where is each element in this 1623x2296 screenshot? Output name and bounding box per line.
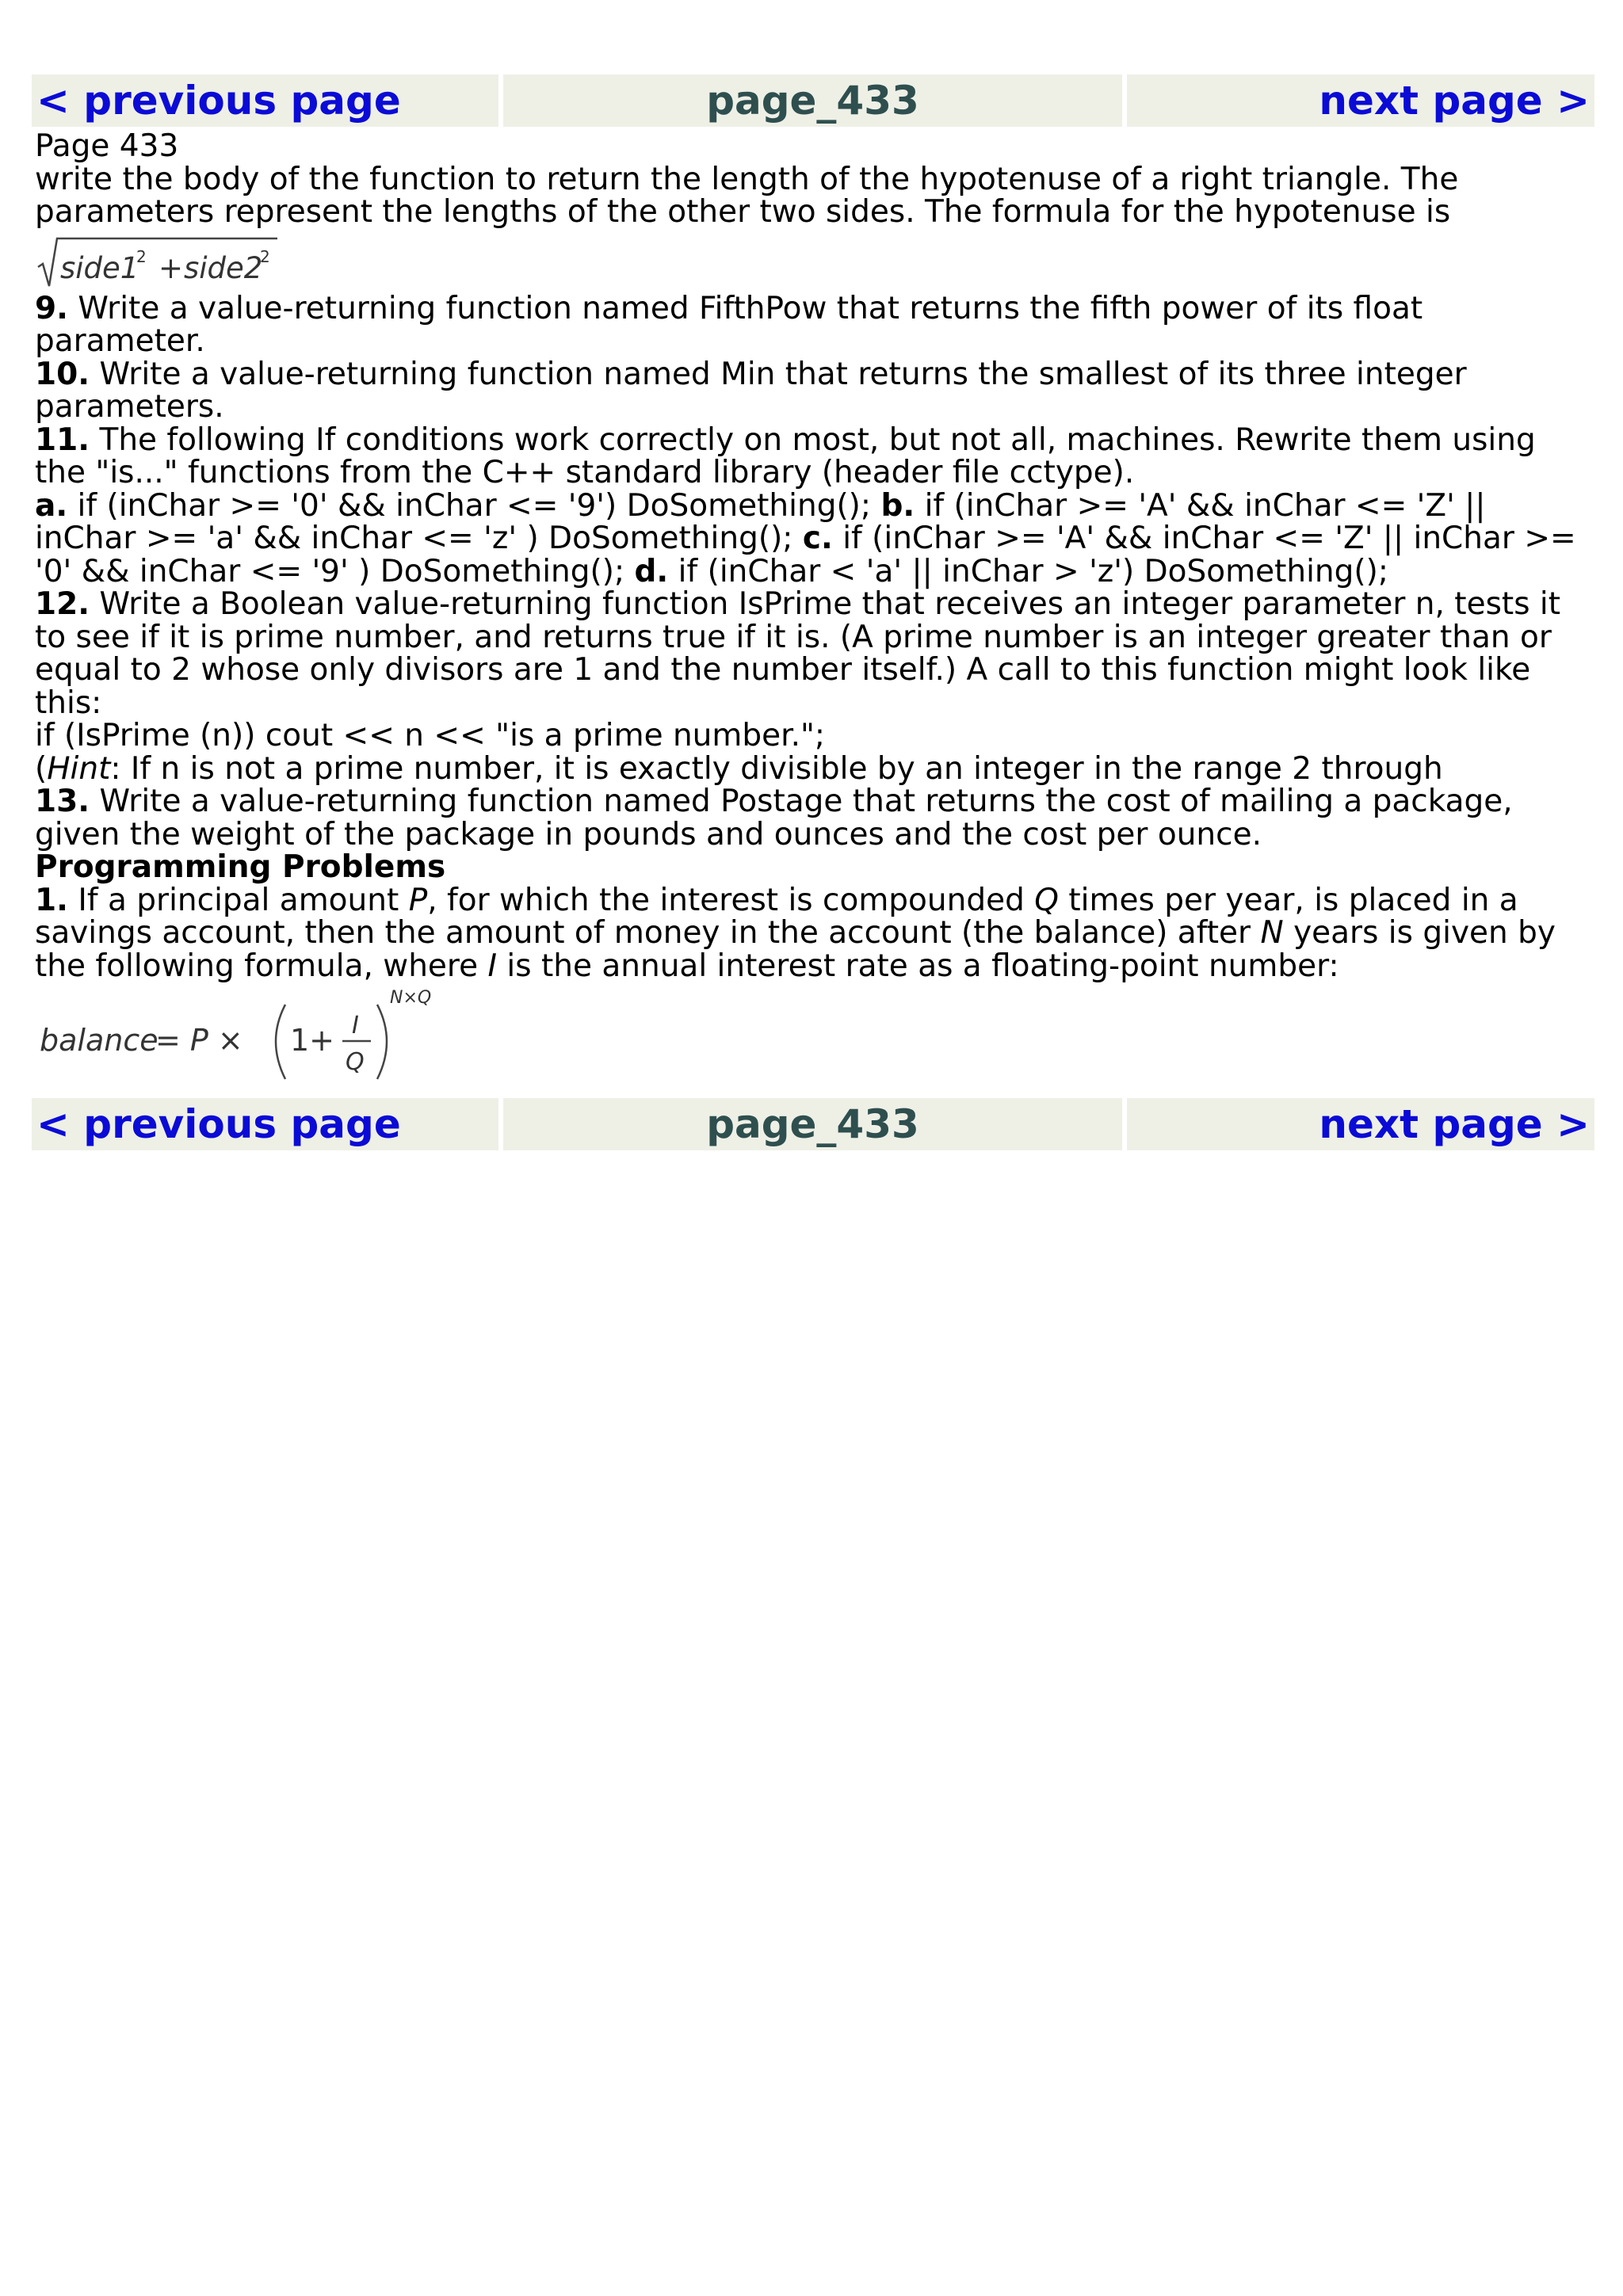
- page-number: Page 433: [35, 128, 179, 164]
- exercise-11b-label: b.: [880, 487, 915, 524]
- exercise-12-code: if (IsPrime (n)) cout << n << "is a prime number.";: [35, 718, 826, 753]
- exercise-10: [35, 358, 1591, 424]
- hint-text: : If n is not a prime number, it is exactly divisible by an integer in the range 2 through: [110, 750, 1443, 787]
- problem-1-text-a: If a principal amount: [78, 882, 399, 918]
- hint-open-paren: (: [35, 750, 48, 787]
- previous-page-link-bottom[interactable]: < previous page: [32, 1098, 498, 1150]
- exercise-12-number: 12.: [35, 586, 90, 622]
- formula-balance-label: balance: [40, 1023, 158, 1058]
- exercise-11: [35, 421, 1591, 490]
- problem-1-text-c: times per year, is placed in a savings account, then the amount of money in the account (the balance) after: [35, 882, 1518, 951]
- exercise-9: [35, 292, 1591, 358]
- exercise-12: [35, 588, 1591, 719]
- exercise-11d-code: if (inChar < 'a' || inChar > 'z') DoSomething();: [678, 553, 1388, 589]
- formula-one-plus: 1+: [290, 1023, 335, 1058]
- formula-exponent-1: 2: [136, 246, 147, 266]
- intro-paragraph: write the body of the function to return the length of the hypotenuse of a right triangle. The parameters represent the lengths of the other two sides. The formula for the hypotenuse is: [35, 161, 1459, 230]
- exercise-12-hint: [35, 750, 1591, 787]
- problem-1-number: 1.: [35, 882, 68, 918]
- problem-1-text-b: , for which the interest is compounded: [427, 882, 1025, 918]
- formula-term-side1: side1: [60, 250, 139, 285]
- next-page-link[interactable]: next page >: [1127, 74, 1594, 127]
- formula-numerator-i: I: [352, 1012, 359, 1039]
- top-navbar: [32, 74, 1594, 127]
- formula-denominator-q: Q: [346, 1048, 365, 1076]
- exercise-11a-code: if (inChar >= '0' && inChar <= '9') DoSomething();: [77, 487, 872, 524]
- hint-label: Hint: [47, 750, 111, 787]
- exercise-11c-label: c.: [802, 521, 833, 556]
- exercise-11c-code: if (inChar >= 'A' && inChar <= 'Z' || inChar >= '0' && inChar <= '9' ) DoSomething();: [35, 521, 1576, 589]
- formula-exponent-2: 2: [260, 246, 270, 266]
- programming-problem-1: [35, 884, 1591, 983]
- page-content: [32, 127, 1594, 1089]
- previous-page-link[interactable]: < previous page: [32, 74, 498, 127]
- page-indicator: page_433: [503, 74, 1122, 127]
- exercise-13-number: 13.: [35, 784, 90, 819]
- next-page-link-bottom[interactable]: next page >: [1127, 1098, 1594, 1150]
- exercise-11-number: 11.: [35, 421, 90, 458]
- exercise-10-text: Write a value-returning function named Min that returns the smallest of its three integer parameters.: [35, 356, 1467, 425]
- exercise-12-text: Write a Boolean value-returning function IsPrime that receives an integer parameter n, tests it to see if it is prime number, and returns true if it is. (A prime number is an integer greater than or equal to 2 whose only divisors are 1 and the number itself.) A call to this function might look like this:: [35, 586, 1561, 721]
- formula-equals-p-times: = P ×: [155, 1023, 243, 1058]
- problem-1-var-n: N: [1260, 915, 1284, 951]
- exercise-11-text: The following If conditions work correctly on most, but not all, machines. Rewrite them using the "is..." functions from the C++ standard library (header file cctype).: [35, 421, 1536, 490]
- exercise-10-number: 10.: [35, 356, 90, 392]
- exercise-11b-code: if (inChar >= 'A' && inChar <= 'Z' || inChar >= 'a' && inChar <= 'z' ) DoSomething();: [35, 487, 1486, 556]
- exercise-13-text: Write a value-returning function named Postage that returns the cost of mailing a package, given the weight of the package in pounds and ounces and the cost per ounce.: [35, 784, 1513, 852]
- exercise-11d-label: d.: [634, 553, 669, 589]
- problem-1-var-q: Q: [1034, 882, 1059, 918]
- formula-exponent-nq: N×Q: [390, 988, 432, 1008]
- problem-1-text-e: is the annual interest rate as a floating-point number:: [506, 948, 1339, 984]
- hypotenuse-formula: [35, 232, 281, 291]
- exercise-9-number: 9.: [35, 290, 68, 326]
- page-container: [32, 74, 1594, 1150]
- problem-1-text-d: years is given by the following formula, where: [35, 915, 1556, 984]
- exercise-11a-label: a.: [35, 487, 68, 524]
- exercise-9-text: Write a value-returning function named FifthPow that returns the fifth power of its float parameter.: [35, 290, 1423, 359]
- formula-term-side2: side2: [184, 250, 263, 285]
- problem-1-var-i: I: [487, 948, 498, 984]
- programming-problems-heading: Programming Problems: [35, 849, 446, 885]
- exercise-11-parts: [35, 487, 1591, 589]
- bottom-navbar: [32, 1098, 1594, 1150]
- balance-formula: [35, 986, 432, 1089]
- formula-plus: +: [158, 250, 184, 285]
- page-indicator-bottom: page_433: [503, 1098, 1122, 1150]
- exercise-13: [35, 785, 1591, 851]
- problem-1-var-p: P: [408, 882, 428, 918]
